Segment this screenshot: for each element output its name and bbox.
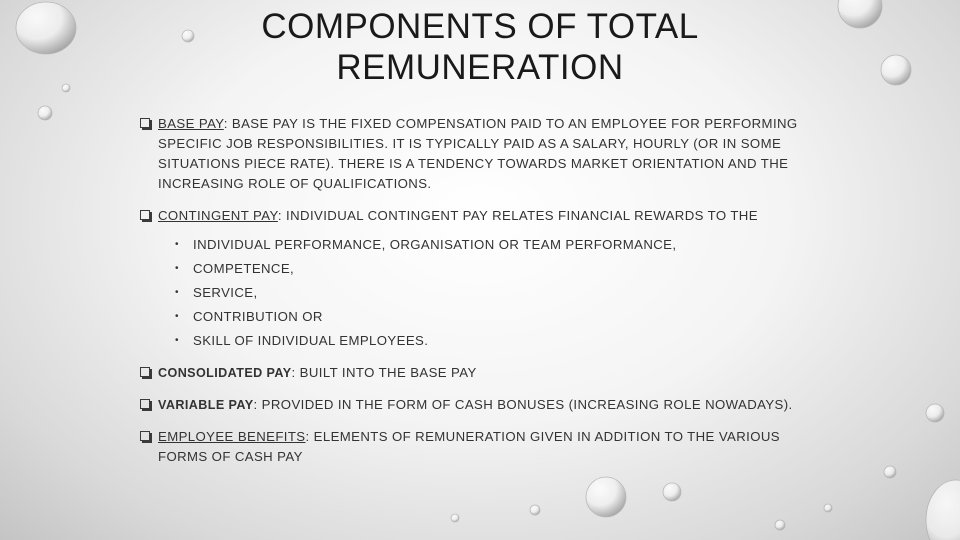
checkbox-bullet-icon bbox=[140, 118, 150, 128]
term-employee-benefits: EMPLOYEE BENEFITS bbox=[158, 429, 306, 444]
checkbox-bullet-icon bbox=[140, 210, 150, 220]
dot-bullet-icon: • bbox=[175, 239, 179, 250]
dot-bullet-icon: • bbox=[175, 311, 179, 322]
list-item-variable-pay bbox=[140, 395, 800, 415]
description-consolidated-pay: : BUILT INTO THE BASE PAY bbox=[291, 365, 477, 380]
sub-list-item: • COMPETENCE, bbox=[140, 259, 800, 279]
dot-bullet-icon: • bbox=[175, 287, 179, 298]
dot-bullet-icon: • bbox=[175, 335, 179, 346]
checkbox-bullet-icon bbox=[140, 367, 150, 377]
term-variable-pay: VARIABLE PAY bbox=[158, 398, 254, 412]
term-consolidated-pay: CONSOLIDATED PAY bbox=[158, 366, 292, 380]
list-item-contingent-pay bbox=[140, 206, 800, 226]
description-employee-benefits: : ELEMENTS OF REMUNERATION GIVEN IN ADDITION TO THE VARIOUS FORMS OF CASH PAY bbox=[158, 429, 780, 464]
list-item-employee-benefits bbox=[140, 427, 800, 467]
list-item-consolidated-pay bbox=[140, 363, 800, 383]
sub-list-item: • INDIVIDUAL PERFORMANCE, ORGANISATION OR TEAM PERFORMANCE, bbox=[140, 235, 800, 255]
sub-list-item: • SERVICE, bbox=[140, 283, 800, 303]
sub-list-item: • SKILL OF INDIVIDUAL EMPLOYEES. bbox=[140, 331, 800, 351]
list-item-base-pay bbox=[140, 114, 800, 194]
sub-list-item: • CONTRIBUTION OR bbox=[140, 307, 800, 327]
checkbox-bullet-icon bbox=[140, 399, 150, 409]
contingent-pay-sublist bbox=[140, 235, 800, 351]
slide-title: COMPONENTS OF TOTAL REMUNERATION bbox=[261, 7, 699, 87]
dot-bullet-icon: • bbox=[175, 263, 179, 274]
description-base-pay: : BASE PAY IS THE FIXED COMPENSATION PAID TO AN EMPLOYEE FOR PERFORMING SPECIFIC JOB RESPONSIBILITIES. IT IS TYPICALLY PAID AS A SALARY, HOURLY (OR IN SOME SITUATIONS PIECE RATE). THERE IS A TENDENCY TOWARDS MARKET ORIENTATION AND THE INCREASING ROLE OF QUALIFICATIONS. bbox=[158, 116, 798, 191]
description-contingent-pay: : INDIVIDUAL CONTINGENT PAY RELATES FINANCIAL REWARDS TO THE bbox=[277, 208, 758, 223]
term-base-pay: BASE PAY bbox=[158, 116, 224, 131]
description-variable-pay: : PROVIDED IN THE FORM OF CASH BONUSES (INCREASING ROLE NOWADAYS). bbox=[253, 397, 793, 412]
content-list bbox=[140, 114, 800, 467]
term-contingent-pay: CONTINGENT PAY bbox=[158, 208, 278, 223]
checkbox-bullet-icon bbox=[140, 431, 150, 441]
